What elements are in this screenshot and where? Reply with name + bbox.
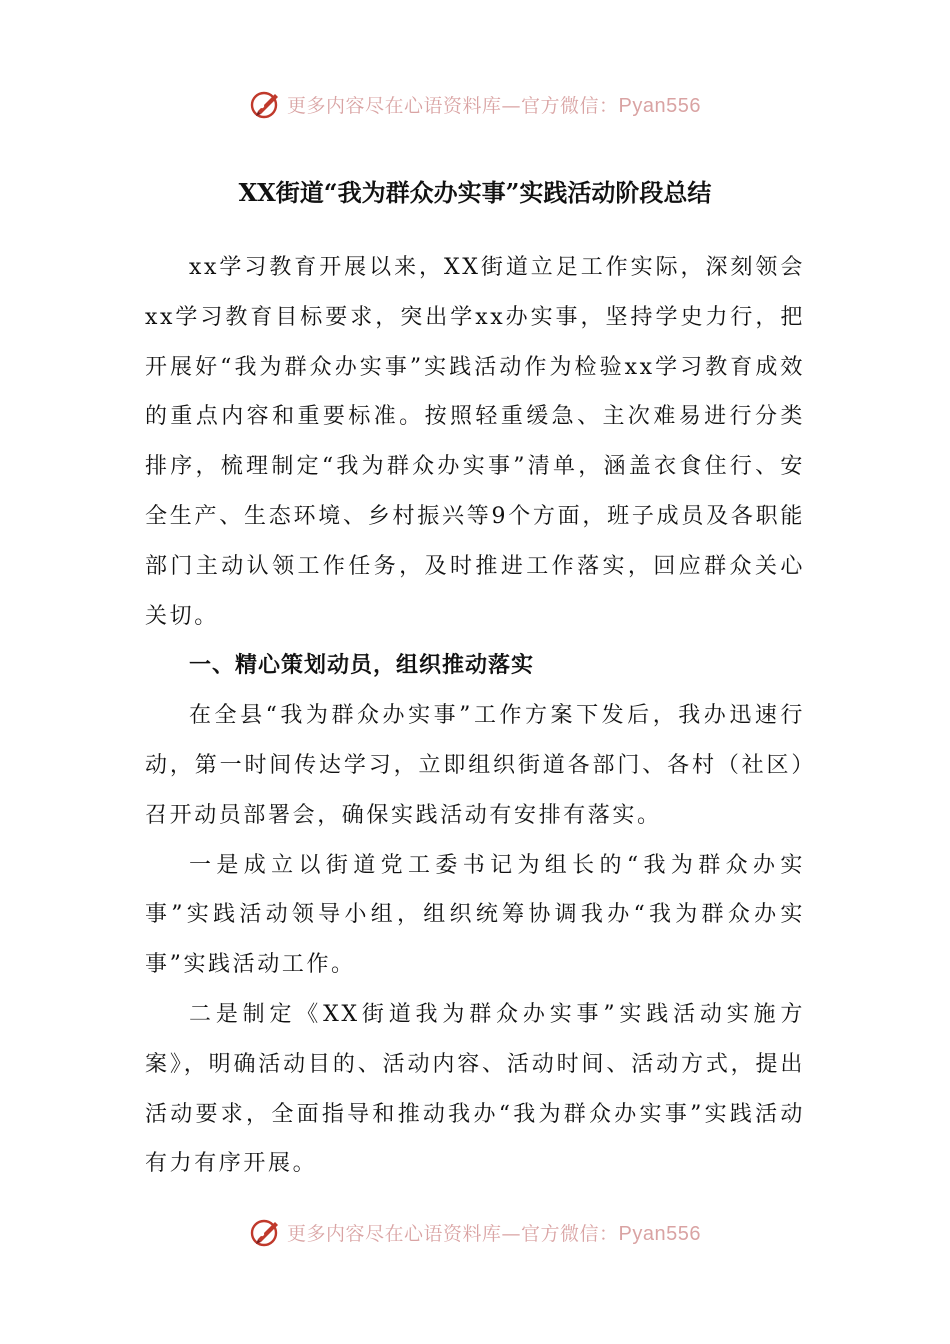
section-1-paragraph-1: 在全县“我为群众办实事”工作方案下发后，我办迅速行动，第一时间传达学习，立即组织街道各部门、各村（社区）召开动员部署会，确保实践活动有安排有落实。 (145, 703, 805, 828)
watermark-footer (0, 1212, 950, 1252)
intro-paragraph: xx学习教育开展以来，XX街道立足工作实际，深刻领会xx学习教育目标要求，突出学xx办实事，坚持学史力行，把开展好“我为群众办实事”实践活动作为检验xx学习教育成效的重点内容和重要标准。按照轻重缓急、主次难易进行分类排序，梳理制定“我为群众办实事”清单，涵盖衣食住行、安全生产、生态环境、乡村振兴等9个方面，班子成员及各职能部门主动认领工作任务，及时推进工作落实，回应群众关心关切。 (145, 255, 805, 629)
watermark-text: 更多内容尽在心语资料库—官方微信：Pyan556 (287, 1222, 701, 1245)
pen-logo-icon (249, 87, 283, 121)
section-1-paragraph-3: 二是制定《XX街道我为群众办实事”实践活动实施方案》，明确活动目的、活动内容、活动时间、活动方式，提出活动要求，全面指导和推动我办“我为群众办实事”实践活动有力有序开展。 (145, 1001, 805, 1177)
section-1-paragraph-2: 一是成立以街道党工委书记为组长的“我为群众办实事”实践活动领导小组，组织统筹协调我办“我为群众办实事”实践活动工作。 (145, 852, 805, 978)
document-body (145, 165, 805, 1189)
watermark-header (0, 84, 950, 124)
watermark-text: 更多内容尽在心语资料库—官方微信：Pyan556 (287, 94, 701, 117)
document-title: XX街道“我为群众办实事”实践活动阶段总结 (238, 178, 712, 207)
watermark-wechat-id: Pyan556 (618, 94, 701, 117)
section-heading-1: 一、精心策划动员，组织推动落实 (189, 653, 535, 679)
watermark-wechat-id: Pyan556 (618, 1222, 701, 1245)
pen-logo-icon (249, 1215, 283, 1249)
